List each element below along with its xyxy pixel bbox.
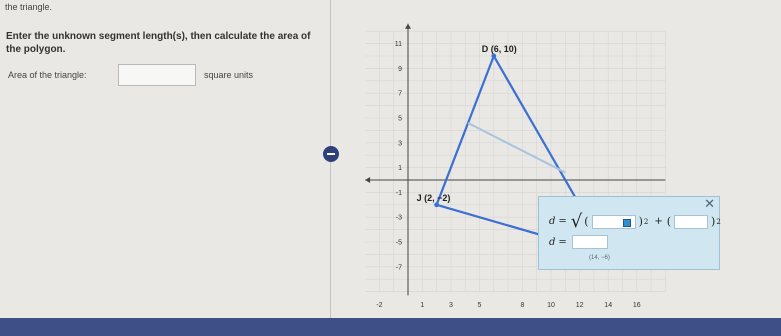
dx-input[interactable] bbox=[592, 215, 636, 229]
y-tick-label: 7 bbox=[398, 90, 402, 98]
x-tick-label: 1 bbox=[420, 301, 425, 309]
formula-open-paren-1: ( bbox=[584, 215, 589, 228]
dy-input[interactable] bbox=[674, 215, 708, 229]
calculator-hint: (14, −6) bbox=[589, 255, 610, 261]
formula-close-paren-1: ) bbox=[638, 215, 643, 228]
y-tick-label: -3 bbox=[395, 214, 402, 222]
vertex-label-j: J (2, −2) bbox=[416, 192, 451, 203]
area-row bbox=[8, 63, 253, 87]
formula-open-paren-2: ( bbox=[666, 215, 672, 228]
y-tick-label: 9 bbox=[398, 65, 402, 73]
x-axis-arrow-icon bbox=[365, 177, 370, 183]
vertex-label-d: D (6, 10) bbox=[481, 44, 517, 54]
y-tick-label: 1 bbox=[398, 165, 402, 173]
x-tick-label: 12 bbox=[575, 301, 584, 309]
x-tick-label: 3 bbox=[448, 301, 453, 309]
x-tick-label: 8 bbox=[520, 301, 525, 309]
result-equals: = bbox=[558, 236, 567, 248]
vertex-point-d bbox=[491, 54, 496, 59]
area-label: Area of the triangle: bbox=[8, 70, 87, 80]
distance-result-row bbox=[549, 235, 610, 249]
x-tick-label: -2 bbox=[376, 301, 383, 309]
footer-bar bbox=[0, 318, 781, 336]
vertex-point-j bbox=[434, 202, 439, 207]
page-header: the triangle. bbox=[5, 2, 53, 12]
collapse-panel-icon[interactable] bbox=[323, 146, 339, 162]
square-root-icon: √ bbox=[570, 211, 583, 232]
result-d-symbol: d bbox=[549, 236, 556, 248]
distance-calculator[interactable] bbox=[538, 196, 720, 270]
y-tick-label: 3 bbox=[398, 140, 402, 148]
distance-formula bbox=[549, 211, 724, 232]
formula-equals: = bbox=[558, 216, 567, 227]
formula-exponent-2: 2 bbox=[716, 217, 721, 226]
x-tick-label: 5 bbox=[477, 301, 482, 309]
x-tick-label: 16 bbox=[632, 301, 641, 309]
area-units-label: square units bbox=[204, 70, 254, 80]
formula-d-symbol: d bbox=[549, 216, 556, 227]
instructions-text: Enter the unknown segment length(s), then calculate the area of the polygon. bbox=[6, 31, 311, 55]
y-tick-label: -5 bbox=[395, 239, 402, 247]
y-tick-label: -1 bbox=[395, 189, 402, 197]
y-tick-label: 11 bbox=[394, 41, 402, 49]
x-tick-label: 14 bbox=[604, 301, 613, 309]
close-icon[interactable]: ✕ bbox=[704, 197, 715, 212]
formula-exponent-1: 2 bbox=[643, 217, 649, 226]
x-tick-label: 10 bbox=[547, 301, 555, 309]
formula-plus: + bbox=[654, 216, 663, 227]
input-cursor-icon bbox=[623, 219, 631, 227]
y-tick-label: -7 bbox=[395, 264, 402, 272]
y-tick-label: 5 bbox=[398, 115, 402, 123]
distance-result-input[interactable] bbox=[572, 235, 608, 249]
formula-close-paren-2: ) bbox=[711, 215, 716, 228]
y-axis-arrow-icon bbox=[405, 24, 411, 29]
area-input[interactable] bbox=[118, 64, 196, 86]
